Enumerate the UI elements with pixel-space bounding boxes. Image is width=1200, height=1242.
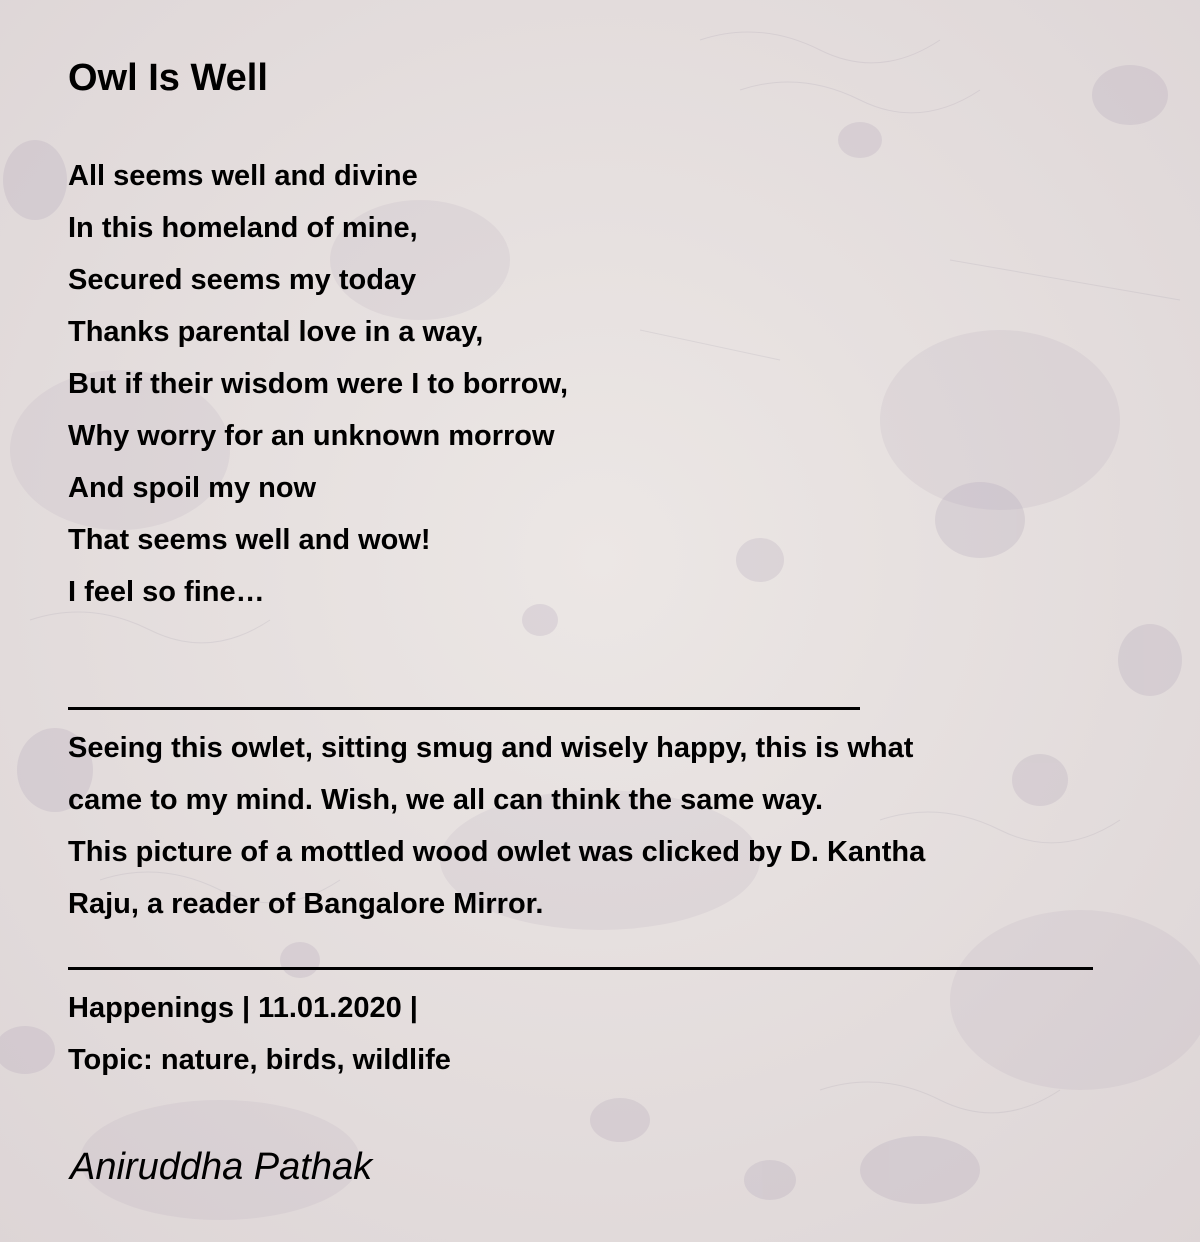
poem-title: Owl Is Well <box>68 57 268 99</box>
author-name: Aniruddha Pathak <box>70 1146 373 1188</box>
poem-meta <box>68 982 451 1086</box>
author-note <box>68 722 925 930</box>
poem-line: In this homeland of mine, <box>68 212 418 244</box>
note-line: Raju, a reader of Bangalore Mirror. <box>68 888 544 920</box>
poem-line: Why worry for an unknown morrow <box>68 420 555 452</box>
note-line: Seeing this owlet, sitting smug and wisely happy, this is what <box>68 732 914 764</box>
poem-body <box>68 150 568 618</box>
poem-line: And spoil my now <box>68 472 317 504</box>
topic-line: Topic: nature, birds, wildlife <box>68 1044 451 1076</box>
poem-line: That seems well and wow! <box>68 524 431 556</box>
poem-line: Thanks parental love in a way, <box>68 316 484 348</box>
poem-line: All seems well and divine <box>68 160 418 192</box>
note-line: came to my mind. Wish, we all can think the same way. <box>68 784 824 816</box>
poem-line: But if their wisdom were I to borrow, <box>68 368 569 400</box>
divider-short <box>68 707 860 710</box>
poem-line: Secured seems my today <box>68 264 417 296</box>
poem-line: I feel so fine… <box>68 576 265 608</box>
note-line: This picture of a mottled wood owlet was clicked by D. Kantha <box>68 836 926 868</box>
category-date-line: Happenings | 11.01.2020 | <box>68 992 418 1024</box>
divider-long <box>68 967 1093 970</box>
